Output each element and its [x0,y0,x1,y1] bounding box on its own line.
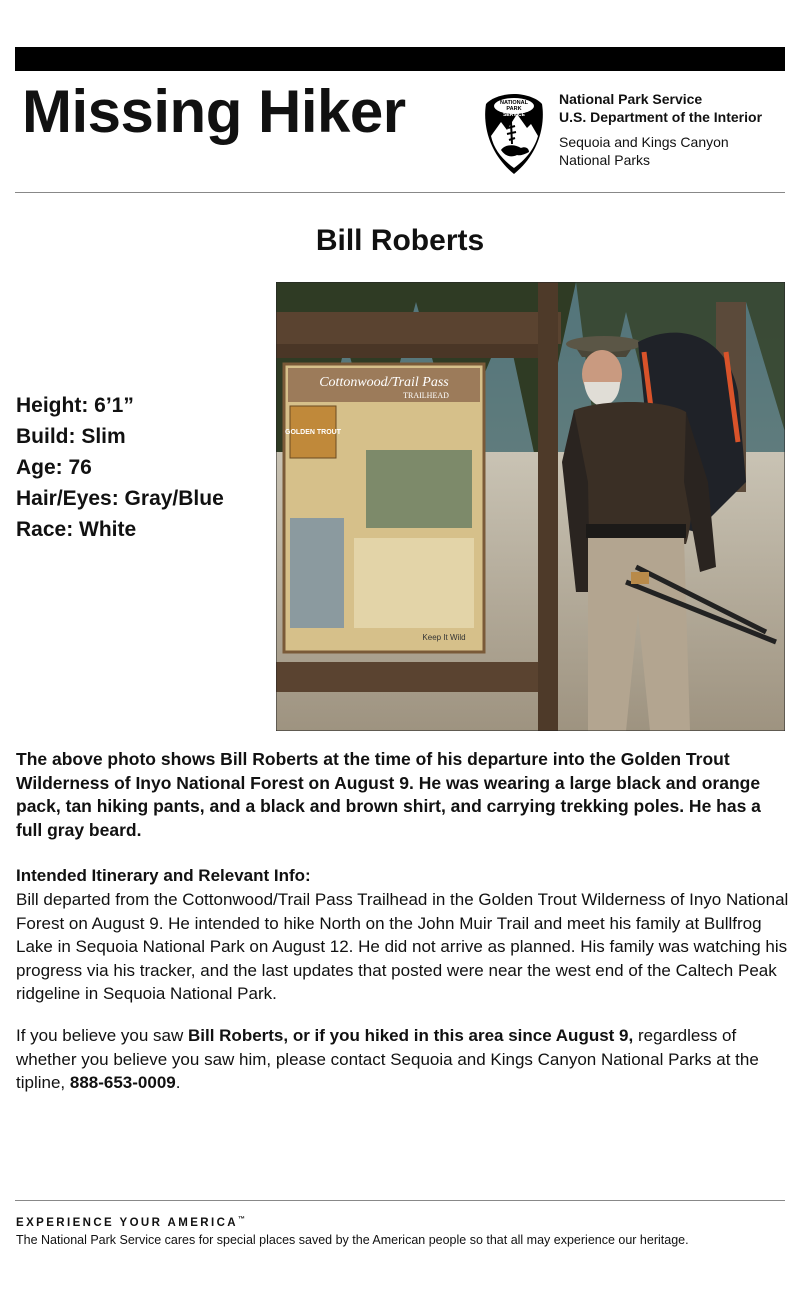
stat-height: Height: 6’1” [16,394,134,417]
sign-subtitle: TRAILHEAD [403,391,449,400]
logo-text-2: PARK [506,106,522,112]
trademark-symbol: ™ [237,1216,245,1223]
nps-arrowhead-logo [481,92,547,176]
stat-hair-eyes: Hair/Eyes: Gray/Blue [16,487,224,510]
footer-mission: The National Park Service cares for special places saved by the American people so that all may experience our heritage. [16,1233,689,1247]
contact-text-4: . [175,1073,181,1092]
contact-text-3: regardless of whether you believe you saw him, please contact Sequoia and Kings Canyon National Parks at the tipline, [16,1026,759,1092]
agency-name: National Park Service [559,91,703,107]
stat-build: Build: Slim [16,425,126,448]
sign-footer: Keep It Wild [422,633,466,642]
tipline-number: 888-653-0009 [69,1073,176,1092]
logo-text-3: SERVICE [503,112,525,118]
parks-name-line1: Sequoia and Kings Canyon [559,134,729,150]
department-name: U.S. Department of the Interior [559,109,763,125]
itinerary-body: Bill departed from the Cottonwood/Trail Pass Trailhead in the Golden Trout Wilderness of Inyo National Forest on August 9. He intended to hike North on the John Muir Trail and meet his family at Bullfrog Lake in Sequoia National Park on August 12. He did not arrive as planned. His family was watching his progress via his tracker, and the last updates that posted were near the west end of the Caltech Peak ridgeline in Sequoia National Park. [16,890,789,1003]
contact-text-2: , or if you hiked in this area since August 9, [283,1026,634,1045]
top-black-bar [15,47,785,71]
agency-block [559,90,762,169]
contact-paragraph [16,1024,791,1095]
stat-race: Race: White [16,518,137,541]
sign-badge: GOLDEN TROUT [285,429,341,436]
contact-text-1: If you believe you saw [16,1026,188,1045]
hiker-photo [276,282,785,731]
photo-caption: The above photo shows Bill Roberts at the time of his departure into the Golden Trout Wilderness of Inyo National Forest on August 9. He was wearing a large black and orange pack, tan hiking pants, and a black and brown shirt, and carrying trekking poles. He has a full gray beard. [16,749,761,840]
logo-text-1: NATIONAL [499,100,529,106]
page-title: Missing Hiker [22,78,406,145]
parks-name-line2: National Parks [559,152,651,168]
stat-age: Age: 76 [16,456,92,479]
contact-name: Bill Roberts [187,1026,284,1045]
tagline-text: EXPERIENCE YOUR AMERICA [16,1216,238,1229]
physical-description [16,390,224,545]
header-divider [15,192,785,193]
sign-title: Cottonwood/Trail Pass [319,375,449,390]
footer-divider [15,1200,785,1201]
itinerary-heading: Intended Itinerary and Relevant Info: [16,866,311,885]
missing-person-name: Bill Roberts [315,224,485,257]
footer-tagline [16,1213,245,1230]
